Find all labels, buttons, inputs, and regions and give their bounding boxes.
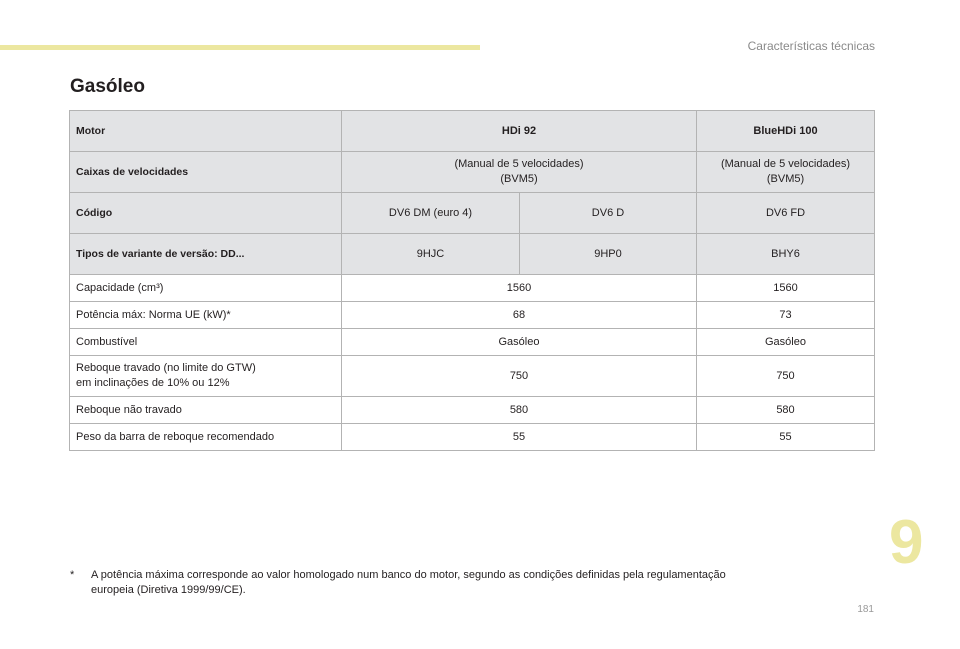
engine-header-hdi: HDi 92 [342,111,697,152]
row-label: Reboque não travado [70,397,342,424]
table-cell: 55 [342,424,697,451]
engine-header-bluehdi: BlueHDi 100 [697,111,875,152]
section-header: Características técnicas [747,39,875,53]
chapter-number: 9 [889,508,924,577]
cell-line: (Manual de 5 velocidades) [720,158,851,170]
row-label: Tipos de variante de versão: DD... [70,234,342,275]
row-label: Motor [70,111,342,152]
row-label: Capacidade (cm³) [70,275,342,302]
cell-line: (BVM5) [766,173,805,185]
table-cell [342,152,697,193]
row-label: Potência máx: Norma UE (kW)* [70,302,342,329]
table-cell: 580 [342,397,697,424]
table-cell: DV6 FD [697,193,875,234]
table-cell: Gasóleo [342,329,697,356]
table-cell: DV6 DM (euro 4) [342,193,520,234]
table-row [70,302,875,329]
footnote-text [91,568,810,598]
label-line: Reboque travado (no limite do GTW) [76,362,256,374]
row-label: Peso da barra de reboque recomendado [70,424,342,451]
table-cell: 1560 [342,275,697,302]
specs-table [69,110,875,451]
table-cell: 9HP0 [520,234,697,275]
page-title: Gasóleo [70,76,145,97]
footnote-line: A potência máxima corresponde ao valor homologado num banco do motor, segundo as condições definidas pela regulamentação [91,569,726,581]
table-row [70,275,875,302]
table-row [70,397,875,424]
cell-line: (BVM5) [500,173,538,185]
row-label: Caixas de velocidades [70,152,342,193]
cell-line: (Manual de 5 velocidades) [454,158,584,170]
table-cell: 750 [697,356,875,397]
table-cell: 750 [342,356,697,397]
table-cell [697,152,875,193]
row-label: Código [70,193,342,234]
table-cell: 9HJC [342,234,520,275]
footnote [70,568,810,598]
page-number: 181 [857,604,874,615]
table-cell: Gasóleo [697,329,875,356]
table-cell: 580 [697,397,875,424]
footnote-line: europeia (Diretiva 1999/99/CE). [91,584,246,596]
footnote-mark: * [70,569,75,581]
table-cell: 68 [342,302,697,329]
table-row [70,424,875,451]
table-row-codigo [70,193,875,234]
table-row [70,356,875,397]
table-cell: BHY6 [697,234,875,275]
label-line: em inclinações de 10% ou 12% [76,377,230,389]
table-row [70,329,875,356]
table-row-motor [70,111,875,152]
table-cell: 55 [697,424,875,451]
table-cell: 73 [697,302,875,329]
table-row-tipos [70,234,875,275]
table-cell: DV6 D [520,193,697,234]
table-row-caixas [70,152,875,193]
row-label [70,356,342,397]
top-accent-bar [0,45,480,50]
table-cell: 1560 [697,275,875,302]
row-label: Combustível [70,329,342,356]
